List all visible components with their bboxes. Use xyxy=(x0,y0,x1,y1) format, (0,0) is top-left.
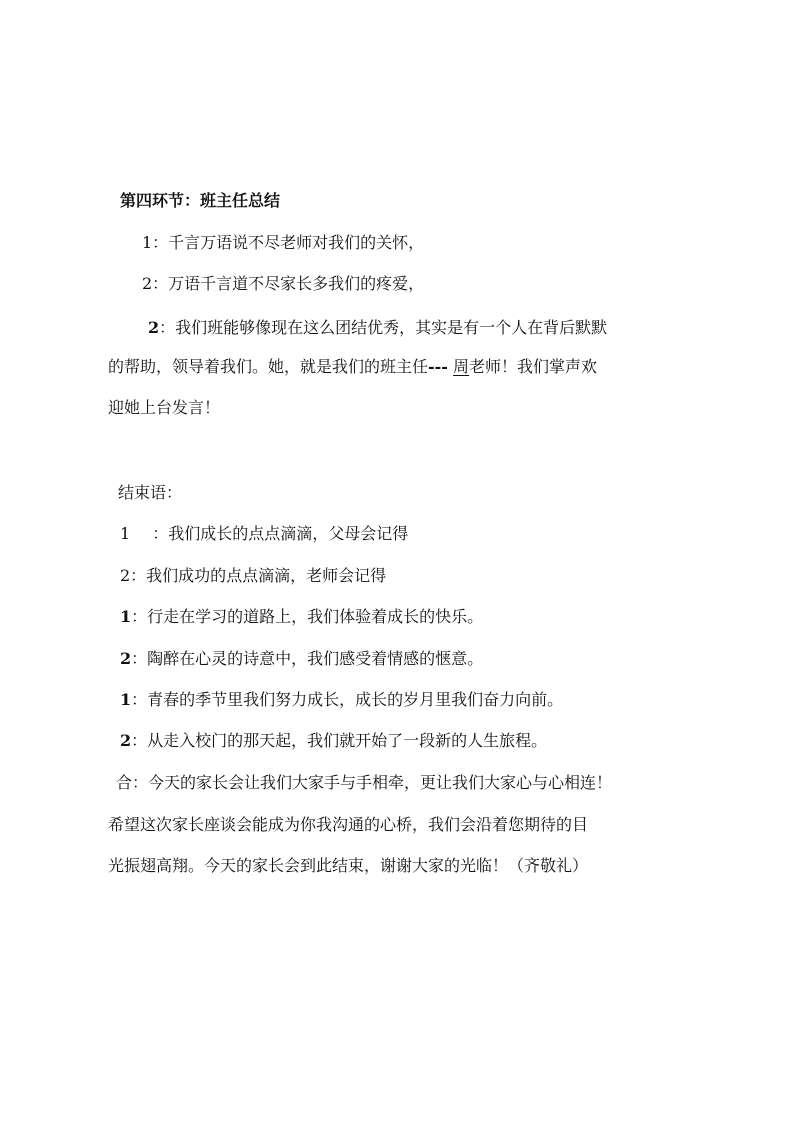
closing-line-3 xyxy=(120,607,483,627)
closing-line-5 xyxy=(120,690,563,710)
paragraph-text: 的帮助，领导着我们。她，就是我们的班主任 xyxy=(108,357,429,376)
closing-he-line-1: 合：今天的家长会让我们大家手与手相牵，更让我们大家心与心相连！ xyxy=(116,773,613,792)
closing-line-2: 2：我们成功的点点滴滴，老师会记得 xyxy=(120,566,387,585)
dashes: --- xyxy=(428,357,448,376)
closing-he-line-3: 光振翅高翔。今天的家长会到此结束，谢谢大家的光临！（齐敬礼） xyxy=(108,856,589,875)
speaker-number: 2 xyxy=(120,649,132,668)
closing-text: ：青春的季节里我们努力成长，成长的岁月里我们奋力向前。 xyxy=(131,690,564,709)
section-paragraph-line-1 xyxy=(148,318,607,338)
section-paragraph-line-2 xyxy=(108,357,597,377)
closing-title: 结束语： xyxy=(118,483,183,502)
speaker-number: 1 xyxy=(120,524,131,543)
section-title: 第四环节：班主任总结 xyxy=(120,191,281,210)
closing-text: ：陶醉在心灵的诗意中，我们感受着情感的惬意。 xyxy=(131,649,484,668)
closing-he-line-2: 希望这次家长座谈会能成为你我沟通的心桥，我们会沿着您期待的目 xyxy=(108,815,589,834)
closing-text: ：我们成长的点点滴滴，父母会记得 xyxy=(152,524,409,543)
section-line-2: 2：万语千言道不尽家长多我们的疼爱， xyxy=(142,274,425,293)
section-paragraph-line-3: 迎她上台发言！ xyxy=(108,398,221,417)
closing-line-6 xyxy=(120,731,547,751)
paragraph-text: 老师！我们掌声欢 xyxy=(469,357,598,376)
closing-text: ：行走在学习的道路上，我们体验着成长的快乐。 xyxy=(131,607,484,626)
closing-line-4 xyxy=(120,649,483,669)
speaker-number: 1 xyxy=(120,607,132,626)
closing-line-1 xyxy=(120,524,408,544)
speaker-number: 2 xyxy=(148,318,160,337)
paragraph-text: ：我们班能够像现在这么团结优秀，其实是有一个人在背后默默 xyxy=(159,318,608,337)
teacher-name: 周 xyxy=(453,357,470,376)
speaker-number: 2 xyxy=(120,731,132,750)
closing-text: ：从走入校门的那天起，我们就开始了一段新的人生旅程。 xyxy=(131,731,548,750)
speaker-number: 1 xyxy=(120,690,132,709)
section-line-1: 1：千言万语说不尽老师对我们的关怀， xyxy=(142,233,425,252)
